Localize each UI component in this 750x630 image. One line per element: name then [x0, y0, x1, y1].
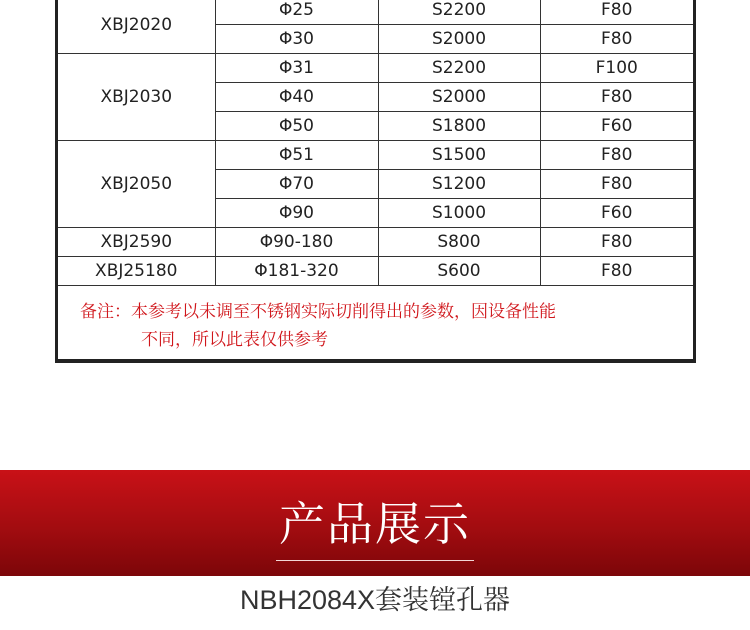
banner-divider — [276, 560, 474, 561]
diameter-cell: Φ30 — [215, 25, 378, 54]
product-name: NBH2084X套装镗孔器 — [239, 585, 511, 615]
speed-cell: S2200 — [378, 54, 540, 83]
note-line-1: 备注：本参考以未调至不锈钢实际切削得出的参数，因设备性能 — [80, 302, 556, 322]
diameter-cell: Φ31 — [215, 54, 378, 83]
table-row — [58, 257, 693, 286]
speed-cell: S800 — [378, 228, 540, 257]
table-note — [80, 298, 680, 354]
diameter-cell: Φ90 — [215, 199, 378, 228]
speed-cell: S2000 — [378, 25, 540, 54]
feed-cell: F80 — [540, 170, 693, 199]
speed-cell: S2200 — [378, 0, 540, 25]
feed-cell: F80 — [540, 83, 693, 112]
feed-cell: F60 — [540, 112, 693, 141]
diameter-cell: Φ40 — [215, 83, 378, 112]
table-row — [58, 0, 693, 25]
diameter-cell: Φ70 — [215, 170, 378, 199]
model-cell: XBJ2050 — [58, 141, 215, 228]
product-showcase-banner — [0, 470, 750, 576]
diameter-cell: Φ51 — [215, 141, 378, 170]
diameter-cell: Φ90-180 — [215, 228, 378, 257]
table-row — [58, 228, 693, 257]
model-cell: XBJ2030 — [58, 54, 215, 141]
feed-cell: F80 — [540, 141, 693, 170]
feed-cell: F80 — [540, 228, 693, 257]
feed-cell: F100 — [540, 54, 693, 83]
diameter-cell: Φ25 — [215, 0, 378, 25]
feed-cell: F80 — [540, 25, 693, 54]
banner-title: 产品展示 — [279, 497, 471, 551]
spec-table — [58, 0, 693, 286]
feed-cell: F80 — [540, 0, 693, 25]
speed-cell: S1500 — [378, 141, 540, 170]
feed-cell: F60 — [540, 199, 693, 228]
table-row — [58, 54, 693, 83]
speed-cell: S1000 — [378, 199, 540, 228]
model-cell: XBJ25180 — [58, 257, 215, 286]
speed-cell: S1800 — [378, 112, 540, 141]
diameter-cell: Φ181-320 — [215, 257, 378, 286]
spec-table-frame — [55, 0, 696, 363]
model-cell: XBJ2590 — [58, 228, 215, 257]
feed-cell: F80 — [540, 257, 693, 286]
speed-cell: S1200 — [378, 170, 540, 199]
note-line-2: 不同，所以此表仅供参考 — [141, 330, 328, 350]
model-cell: XBJ2020 — [58, 0, 215, 54]
speed-cell: S2000 — [378, 83, 540, 112]
diameter-cell: Φ50 — [215, 112, 378, 141]
table-row — [58, 141, 693, 170]
speed-cell: S600 — [378, 257, 540, 286]
